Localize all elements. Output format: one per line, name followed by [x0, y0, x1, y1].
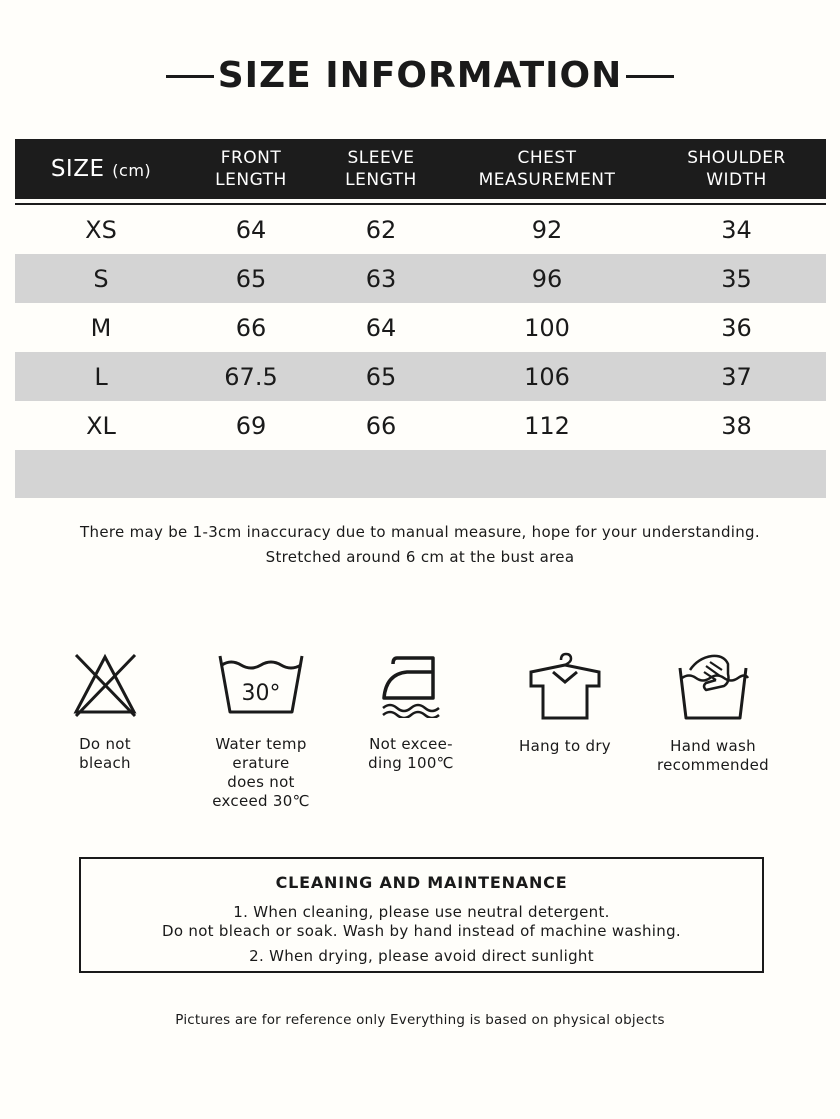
- header-line: SHOULDER: [687, 148, 786, 168]
- shoulder-cell: 37: [721, 362, 752, 391]
- header-line: WIDTH: [706, 170, 767, 190]
- shoulder-cell: 34: [721, 215, 752, 244]
- table-empty-row: [15, 450, 826, 498]
- chest-cell: 92: [531, 215, 563, 244]
- title-left-rule: [166, 75, 214, 78]
- table-row: [15, 401, 826, 450]
- care-instructions: [0, 652, 840, 822]
- wash-30-icon: [216, 652, 306, 718]
- sleeve-length-cell: 62: [365, 215, 397, 244]
- care-label: Hang to dry: [519, 737, 611, 755]
- front-length-cell: 69: [235, 411, 267, 440]
- front-length-cell: 64: [235, 215, 267, 244]
- care-label: Do not bleach: [79, 735, 131, 772]
- sleeve-length-cell: 63: [365, 264, 397, 293]
- title-right-rule: [626, 75, 674, 78]
- care-label: Hand wash recommended: [656, 737, 770, 774]
- shoulder-cell: 38: [721, 411, 752, 440]
- header-line: LENGTH: [345, 170, 417, 190]
- maintenance-line: 2. When drying, please avoid direct sunlight: [249, 947, 594, 965]
- shoulder-cell: 35: [721, 264, 752, 293]
- note-stretch: Stretched around 6 cm at the bust area: [265, 548, 575, 566]
- shoulder-cell: 36: [721, 313, 752, 342]
- header-size: [15, 156, 187, 182]
- table-row: [15, 352, 826, 401]
- footer-disclaimer: Pictures are for reference only Everything is based on physical objects: [175, 1012, 665, 1028]
- table-row: [15, 254, 826, 303]
- maintenance-line: 1. When cleaning, please use neutral detergent.: [233, 903, 610, 921]
- header-line: SLEEVE: [347, 148, 415, 168]
- chest-cell: 106: [524, 362, 570, 391]
- wash-temp-text: 30°: [241, 681, 281, 706]
- front-length-cell: 66: [235, 313, 267, 342]
- cleaning-maintenance-box: [79, 857, 764, 973]
- size-table: [15, 139, 826, 498]
- sleeve-length-cell: 65: [365, 362, 397, 391]
- size-cell: L: [94, 362, 108, 391]
- table-header: [15, 139, 826, 199]
- front-length-cell: 65: [235, 264, 267, 293]
- header-line: FRONT: [220, 148, 282, 168]
- header-size-unit: (cm): [112, 161, 152, 180]
- sleeve-length-cell: 64: [365, 313, 397, 342]
- care-label: Not excee- ding 100℃: [368, 735, 454, 772]
- note-inaccuracy: There may be 1-3cm inaccuracy due to manual measure, hope for your understanding.: [80, 523, 760, 541]
- table-row: [15, 205, 826, 254]
- maintenance-title: CLEANING AND MAINTENANCE: [275, 873, 568, 892]
- table-row: [15, 303, 826, 352]
- header-line: CHEST: [517, 148, 577, 168]
- page-title: SIZE INFORMATION: [217, 55, 623, 96]
- measurement-notes: [0, 520, 840, 570]
- maintenance-line: Do not bleach or soak. Wash by hand instead of machine washing.: [162, 922, 681, 940]
- sleeve-length-cell: 66: [365, 411, 397, 440]
- header-sleeve-length: [315, 147, 447, 191]
- care-item-hand-wash: [648, 652, 778, 775]
- chest-cell: 96: [531, 264, 563, 293]
- care-item-wash-30: [201, 652, 321, 811]
- header-line: LENGTH: [215, 170, 287, 190]
- iron-icon: [381, 652, 441, 718]
- size-cell: S: [93, 264, 109, 293]
- hang-dry-icon: [527, 652, 603, 722]
- title-block: [0, 52, 840, 100]
- care-label: Water temp erature does not exceed 30℃: [212, 735, 310, 810]
- header-line: MEASUREMENT: [478, 170, 616, 190]
- header-front-length: [187, 147, 315, 191]
- size-cell: XL: [86, 411, 116, 440]
- size-cell: XS: [85, 215, 117, 244]
- header-size-label: SIZE: [50, 156, 105, 182]
- chest-cell: 100: [524, 313, 570, 342]
- hand-wash-icon: [676, 652, 750, 722]
- size-cell: M: [90, 313, 112, 342]
- header-chest-measurement: [447, 147, 647, 191]
- chest-cell: 112: [524, 411, 570, 440]
- no-bleach-icon: [72, 652, 138, 718]
- front-length-cell: 67.5: [224, 362, 278, 391]
- care-item-no-bleach: [50, 652, 160, 773]
- care-item-iron: [356, 652, 466, 773]
- header-shoulder-width: [647, 147, 826, 191]
- care-item-hang-dry: [505, 652, 625, 756]
